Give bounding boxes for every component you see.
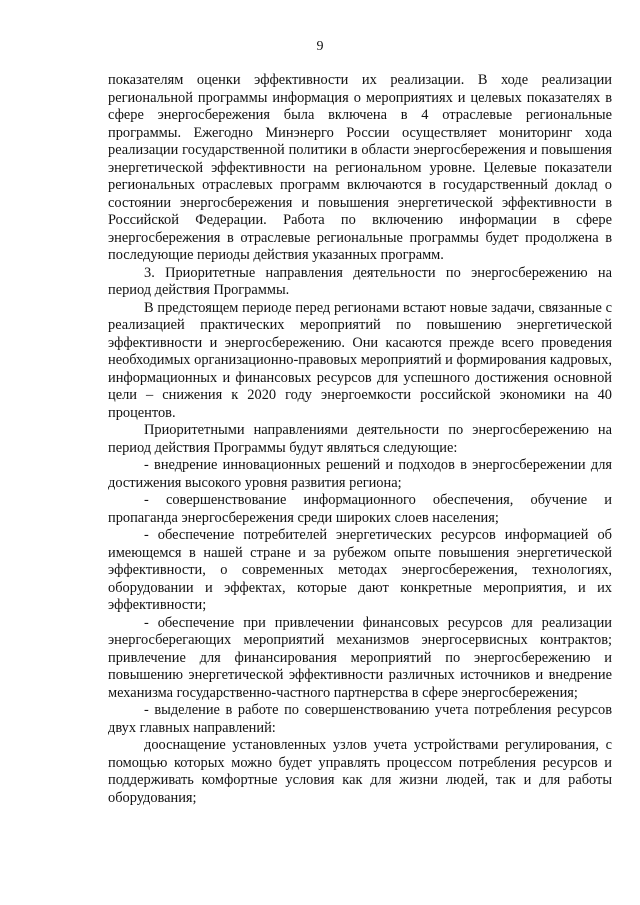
paragraph: Приоритетными направлениями деятельности по энергосбережению на период действия Программы будут являться следующие: [108, 422, 612, 456]
document-body [108, 72, 612, 807]
list-item: - внедрение инновационных решений и подходов в энергосбережении для достижения высокого уровня развития региона; [108, 457, 612, 491]
paragraph-continuation: показателям оценки эффективности их реализации. В ходе реализации региональной программы информация о мероприятиях и целевых показателях в сфере энергосбережения была включена в 4 отраслевые региональные программы. Ежегодно Минэнерго России осуществляет мониторинг хода реализации государственной политики в области энергосбережения и повышения энергетической эффективности на региональном уровне. Целевые показатели региональных отраслевых программ включаются в государственный доклад о состоянии энергосбережения и повышения энергетической эффективности в Российской Федерации. Работа по включению информации в сфере энергосбережения в отраслевые региональные программы будет продолжена в последующие периоды действия указанных программ. [108, 72, 612, 263]
section-heading: 3. Приоритетные направления деятельности по энергосбережению на период действия Программы. [108, 264, 612, 298]
list-item: - обеспечение потребителей энергетических ресурсов информацией об имеющемся в нашей стране и за рубежом опыте повышения энергетической эффективности, о современных методах энергосбережения, технологиях, оборудовании и эффектах, которые дают конкретные мероприятия, и их эффективности; [108, 527, 612, 613]
list-item: - выделение в работе по совершенствованию учета потребления ресурсов двух главных направлений: [108, 702, 612, 736]
list-item: - совершенствование информационного обеспечения, обучение и пропаганда энергосбережения среди широких слоев населения; [108, 492, 612, 526]
list-item: - обеспечение при привлечении финансовых ресурсов для реализации энергосберегающих мероприятий механизмов энергосервисных контрактов; привлечение для финансирования мероприятий по энергосбережению и повышению энергетической эффективности различных источников и внедрение механизма государственно-частного партнерства в сфере энергосбережения; [108, 614, 612, 701]
paragraph: дооснащение установленных узлов учета устройствами регулирования, с помощью которых можно будет управлять процессом потребления ресурсов и поддерживать комфортные условия как для жизни людей, так и для работы оборудования; [108, 737, 612, 806]
paragraph: В предстоящем периоде перед регионами встают новые задачи, связанные с реализацией практических мероприятий по повышению энергетической эффективности и энергосбережению. Они касаются прежде всего проведения необходимых организационно-правовых мероприятий и формирования кадровых, информационных и финансовых ресурсов для успешного достижения основной цели – снижения к 2020 году энергоемкости российской экономики на 40 процентов. [108, 299, 612, 421]
page-number: 9 [316, 39, 324, 54]
